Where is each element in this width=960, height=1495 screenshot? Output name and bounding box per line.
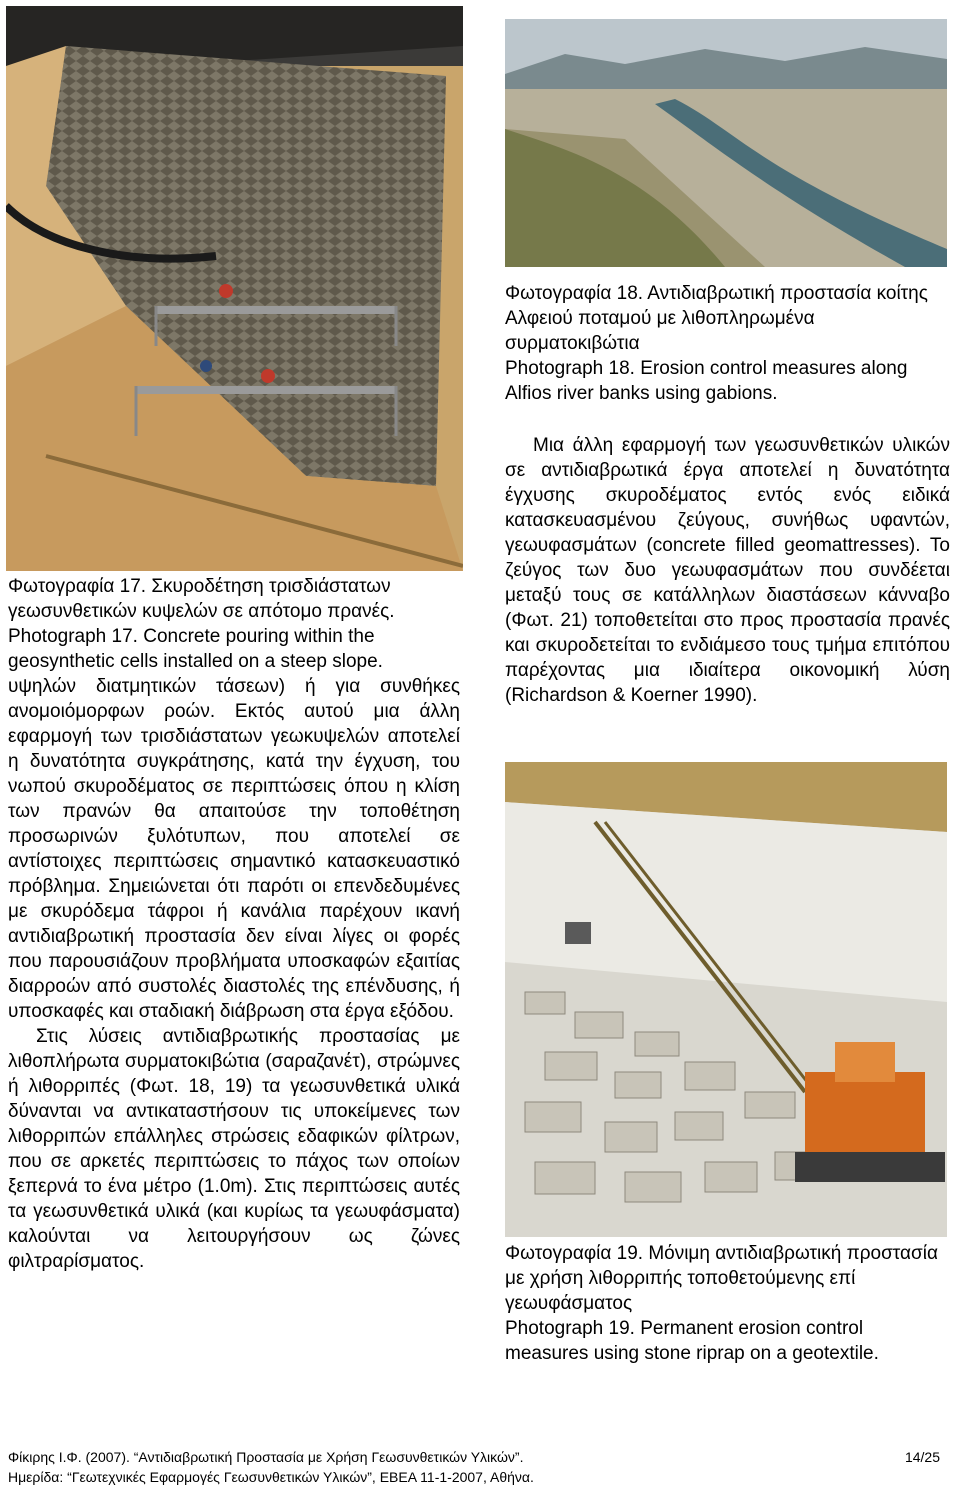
caption-greek: Φωτογραφία 19. Μόνιμη αντιδιαβρωτική προστασία με χρήση λιθορριπής τοποθετούμενης επί γεωυφάσματος — [505, 1243, 938, 1314]
page-number: 14/25 — [904, 1449, 940, 1465]
photo-18-caption — [505, 281, 950, 406]
body-paragraph: Μια άλλη εφαρμογή των γεωσυνθετικών υλικών σε αντιδιαβρωτικά έργα αποτελεί η δυνατότητα έγχυσης σκυροδέματος εντός ενός ειδικά κατασκευασμένου ζεύγους, συνήθως υφαντών, γεωυφασμάτων (concrete filled geomattresses). Το ζεύγος των δυο γεωυφασμάτων που συνδέεται μεταξύ τους σε κατάλληλων διαστάσεων κάνναβο (Φωτ. 21) τοποθετείται στο προς προστασία πρανές και σκυροδετείται το ενδιάμεσο τους τμήμα επιτόπου παρέχοντας μια ιδιαίτερα οικονομική λύση (Richardson & Koerner 1990). — [505, 435, 950, 706]
body-paragraph: Στις λύσεις αντιδιαβρωτικής προστασίας με λιθοπλήρωτα συρματοκιβώτια (σαραζανέτ), στρώμνες ή λιθορριπές (Φωτ. 18, 19) τα γεωσυνθετικά υλικά δύνανται να αντικαταστήσουν τις υποκείμενες των λιθορριπών επάλληλες στρώσεις εδαφικών φίλτρων, που σε αρκετές περιπτώσεις το πάχος των οποίων ξεπερνά το ένα μέτρο (1.0m). Στις περιπτώσεις αυτές τα γεωσυνθετικά υλικά (και κυρίως τα γεωυφάσματα) καλούνται να λειτουργήσουν ως ζώνες φιλτραρίσματος. — [8, 1026, 460, 1272]
page-footer — [8, 1447, 940, 1487]
footer-citation: Φίκιρης Ι.Φ. (2007). “Αντιδιαβρωτική Προστασία με Χρήση Γεωσυνθετικών Υλικών”. — [8, 1449, 524, 1465]
footer-event: Ημερίδα: “Γεωτεχνικές Εφαρμογές Γεωσυνθετικών Υλικών”, ΕΒΕΑ 11-1-2007, Αθήνα. — [8, 1469, 534, 1485]
body-paragraph: υψηλών διατμητικών τάσεων) ή για συνθήκες ανομοιόμορφων ροών. Εκτός αυτού μια άλλη εφαρμογή των τρισδιάστατων γεωκυψελών αποτελεί η δυνατότητα συγκράτησης, κατά την έγχυση, του νωπού σκυροδέματος σε περιπτώσεις όπου η κλίση των πρανών θα απαιτούσε την τοποθέτηση προσωρινών ξυλότυπων, που αποτελεί σε αντίστοιχες περιπτώσεις σημαντικό κατασκευαστικό πρόβλημα. Σημειώνεται ότι παρότι οι επενδεδυμένες με σκυρόδεμα τάφροι ή κανάλια παρέχουν ικανή αντιδιαβρωτική προστασία δεν είναι λίγες οι φορές που παρουσιάζουν προβλήματα υποσκαφών εξαιτίας διαρροών από συστολές διαστολές της επένδυσης, ή υποσκαφές και σταδιακή διάβρωση στα έργα εξόδου. — [8, 676, 460, 1022]
caption-english: Photograph 18. Erosion control measures along Alfios river banks using gabions. — [505, 358, 908, 404]
photo-19-caption — [505, 1241, 950, 1366]
left-column-text — [8, 674, 460, 1274]
caption-english: Photograph 17. Concrete pouring within the geosynthetic cells installed on a steep slope. — [8, 626, 383, 672]
photo-18 — [505, 19, 947, 267]
photo-17-caption — [8, 574, 460, 674]
caption-english: Photograph 19. Permanent erosion control measures using stone riprap on a geotextile. — [505, 1318, 879, 1364]
caption-greek: Φωτογραφία 17. Σκυροδέτηση τρισδιάστατων γεωσυνθετικών κυψελών σε απότομο πρανές. — [8, 576, 395, 622]
right-column-text — [505, 433, 950, 708]
photo-19 — [505, 762, 947, 1237]
photo-17 — [6, 6, 463, 571]
caption-greek: Φωτογραφία 18. Αντιδιαβρωτική προστασία κοίτης Αλφειού ποταμού με λιθοπληρωμένα συρματοκιβώτια — [505, 283, 928, 354]
